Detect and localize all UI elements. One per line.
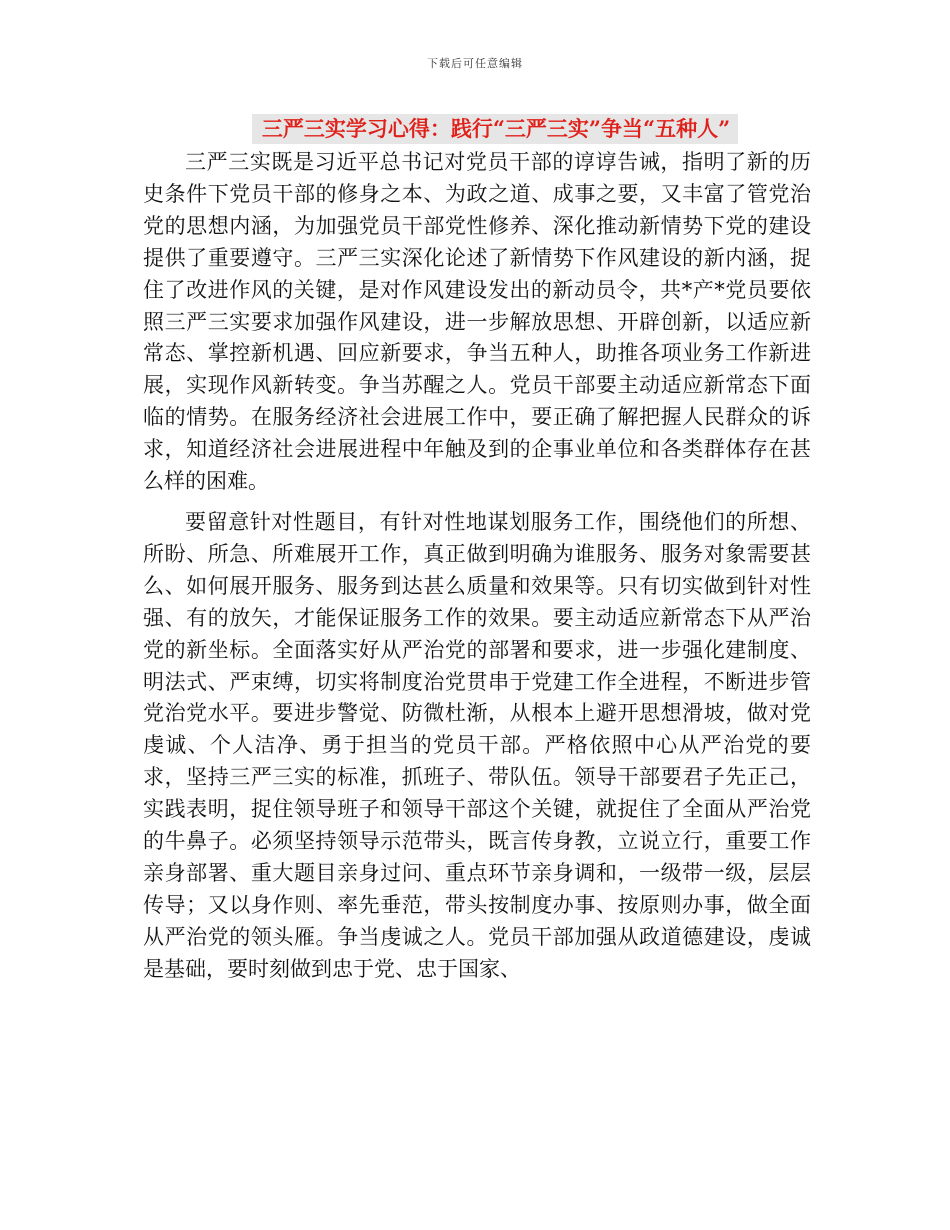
- paragraph-1: 三严三实既是习近平总书记对党员干部的谆谆告诫，指明了新的历史条件下党员干部的修身之本、为政之道、成事之要，又丰富了管党治党的思想内涵，为加强党员干部党性修养、深化推动新情势下党的建设提供了重要遵守。三严三实深化论述了新情势下作风建设的新内涵，捉住了改进作风的关键，是对作风建设发出的新动员令，共*产*党员要依照三严三实要求加强作风建设，进一步解放思想、开辟创新，以适应新常态、掌控新机遇、回应新要求，争当五种人，助推各项业务工作新进展，实现作风新转变。争当苏醒之人。党员干部要主动适应新常态下面临的情势。在服务经济社会进展工作中，要正确了解把握人民群众的诉求，知道经济社会进展进程中年触及到的企事业单位和各类群体存在甚么样的困难。: [143, 150, 811, 494]
- header-note: 下载后可任意编辑: [427, 57, 523, 70]
- title-container: [0, 114, 950, 144]
- document-title: 三严三实学习心得：践行“三严三实”争当“五种人”: [252, 114, 738, 144]
- document-body: [143, 147, 811, 986]
- paragraph-2: 要留意针对性题目，有针对性地谋划服务工作，围绕他们的所想、所盼、所急、所难展开工作，真正做到明确为谁服务、服务对象需要甚么、如何展开服务、服务到达甚么质量和效果等。只有切实做到针对性强、有的放矢，才能保证服务工作的效果。要主动适应新常态下从严治党的新坐标。全面落实好从严治党的部署和要求，进一步强化建制度、明法式、严束缚，切实将制度治党贯串于党建工作全进程，不断进步管党治党水平。要进步警觉、防微杜渐，从根本上避开思想滑坡，做对党虔诚、个人洁净、勇于担当的党员干部。严格依照中心从严治党的要求，坚持三严三实的标准，抓班子、带队伍。领导干部要君子先正己，实践表明，捉住领导班子和领导干部这个关键，就捉住了全面从严治党的牛鼻子。必须坚持领导示范带头，既言传身教，立说立行，重要工作亲身部署、重大题目亲身过问、重点环节亲身调和，一级带一级，层层传导；又以身作则、率先垂范，带头按制度办事、按原则办事，做全面从严治党的领头雁。争当虔诚之人。党员干部加强从政道德建设，虔诚是基础，要时刻做到忠于党、忠于国家、: [143, 509, 811, 981]
